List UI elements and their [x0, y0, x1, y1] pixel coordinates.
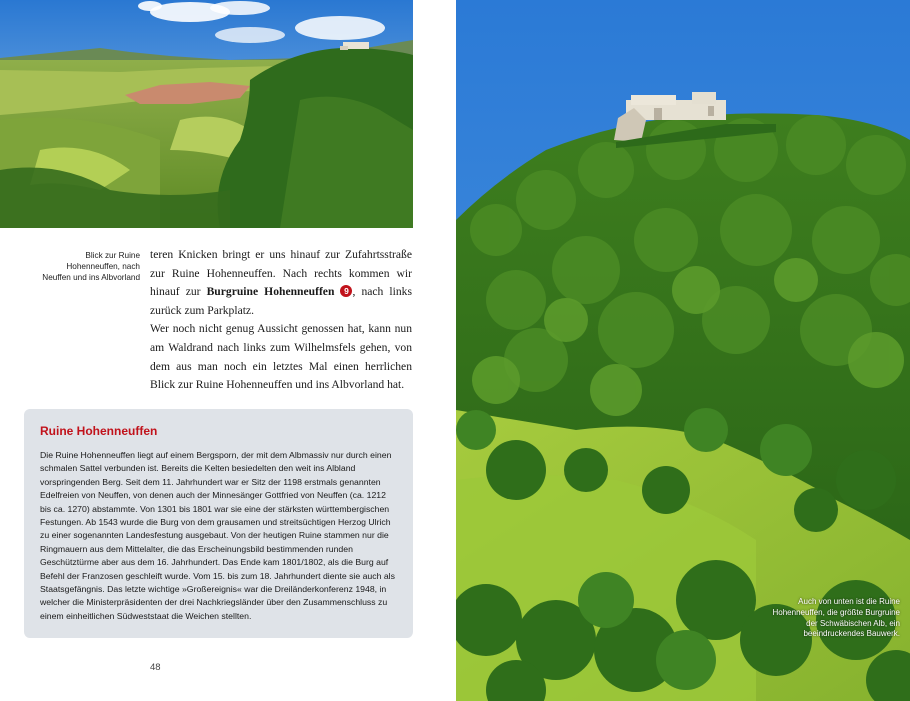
- info-box-text: Die Ruine Hohenneuffen liegt auf einem Bergsporn, der mit dem Albmassiv nur durch einen schmalen Sattel verbunden ist. Bereits die Kelten besiedelten den weit ins Albland vorspringenden Berg. Seit dem 11. Jahrhundert war er Sitz der 1198 erstmals genannten Edelfreien von Neuffen, von denen auch der Minnesänger Gottfried von Neuffen (ca. 1212 bis ca. 1270) abstammte. Von 1301 bis 1801 war sie eine der stärksten württembergischen Festungen. Ab 1543 wurde die Burg von dem grausamen und streitsüchtigen Herzog Ulrich zu einer sogenannten Landesfestung ausgebaut. Von der heutigen Ruine stammen nur die Ringmauern aus dem Mittelalter, die das Erscheinungsbild bestimmenden runden Geschütztürme aber aus dem 16. Jahrhundert. Das Ende kam 1801/1802, als die Burg auf Befehl der Franzosen geschleift wurde. Vom 15. bis zum 18. Jahrhundert diente sie auch als Staatsgefängnis. Das letzte wichtige »Großereignis« war die Dreiländerkonferenz 1948, in welcher die Ministerpräsidenten der drei Nachkriegsländer über den Zusammenschluss zu einem einheitlichen Südweststaat die Weichen stellten.: [40, 450, 395, 621]
- photo-caption: Blick zur Ruine Hohenneuffen, nach Neuffen und ins Albvorland: [42, 251, 140, 282]
- page-number: 48: [150, 662, 161, 673]
- destination-name: Burgruine Hohenneuffen: [206, 285, 335, 299]
- castle-photo-caption: Auch von unten ist die Ruine Hohenneuffen, die größte Burgruine der Schwäbischen Alb, ein beeindruckendes Bauwerk.: [772, 597, 900, 639]
- info-box-title: Ruine Hohenneuffen: [40, 424, 158, 438]
- body-text: [150, 246, 412, 395]
- left-page: [0, 0, 440, 701]
- info-box: [24, 409, 413, 638]
- waypoint-marker-icon: 9: [340, 285, 352, 297]
- castle-photo: [456, 0, 910, 701]
- landscape-photo: [0, 0, 413, 228]
- body-text-segment: , nach links zurück zum Parkplatz.: [150, 285, 412, 317]
- body-text-segment: teren Knicken bringt er uns hinauf zur Zufahrtsstraße zur Ruine Hohenneuffen. Nach rechts kommen wir hinauf zur: [150, 248, 412, 299]
- body-paragraph-1: [150, 246, 412, 320]
- body-paragraph-2: Wer noch nicht genug Aussicht genossen hat, kann nun am Waldrand nach links zum Wilhelmsfels gehen, von dem aus man noch ein letztes Mal einen herrlichen Blick zur Ruine Hohenneuffen und ins Albvorland hat.: [150, 322, 412, 392]
